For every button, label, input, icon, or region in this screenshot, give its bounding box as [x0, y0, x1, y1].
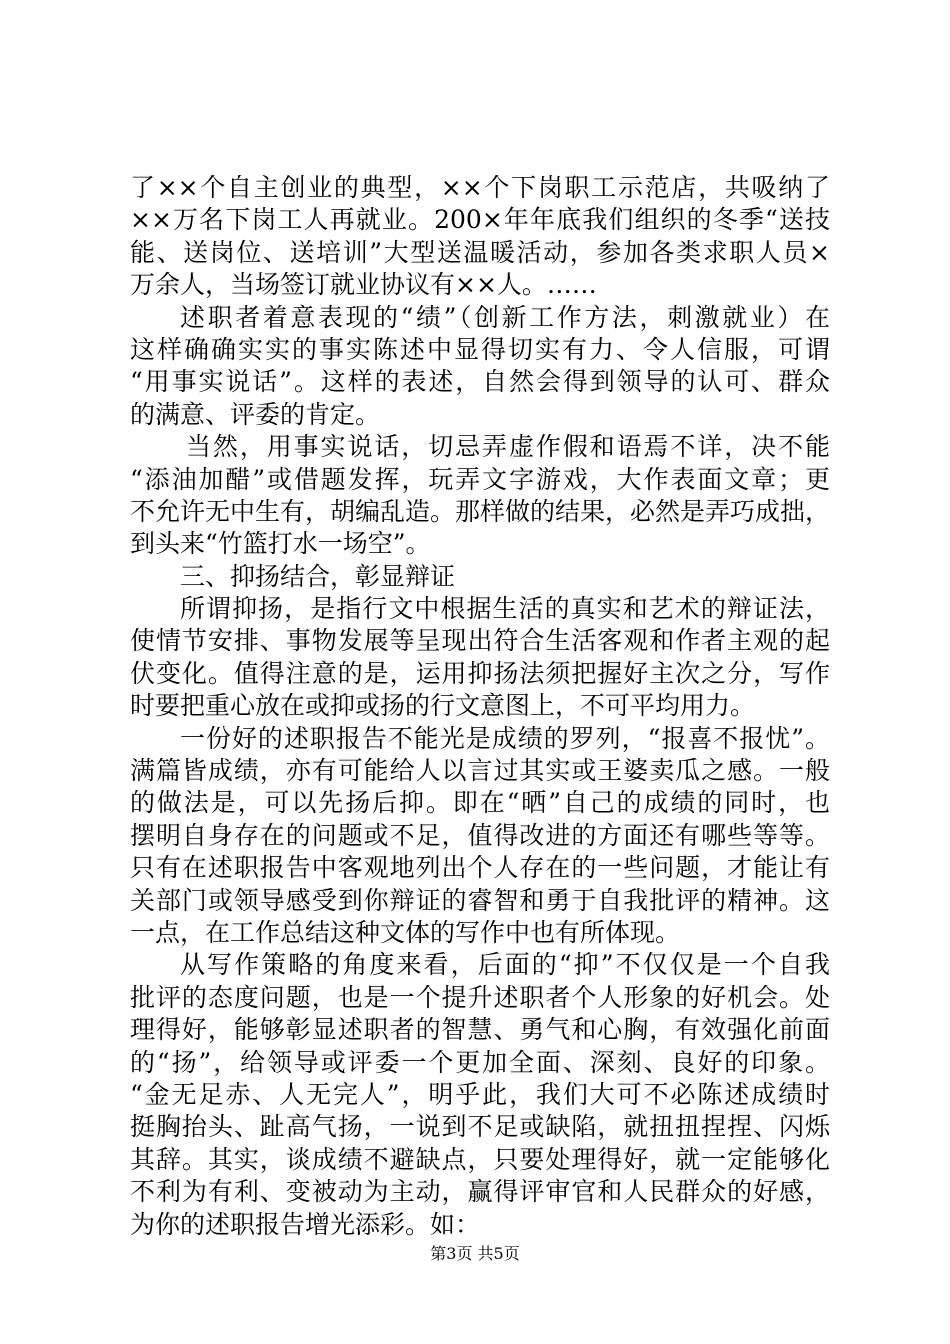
page-footer: 第3页 共5页	[430, 1244, 520, 1263]
text-line: 三、抑扬结合，彰显辩证	[180, 561, 456, 591]
text-line: 时要把重心放在或抑或扬的行文意图上，不可平均用力。	[130, 691, 756, 721]
text-line: 其辞。其实，谈成绩不避缺点，只要处理得好，就一定能够化	[130, 1144, 830, 1174]
text-line: 批评的态度问题，也是一个提升述职者个人形象的好机会。处	[130, 982, 830, 1012]
text-line: 不利为有利、变被动为主动，赢得评审官和人民群众的好感，	[130, 1177, 830, 1207]
text-line: 万余人，当场签订就业协议有××人。……	[130, 270, 597, 300]
text-line: “添油加醋”或借题发挥，玩弄文字游戏，大作表面文章；更	[130, 464, 830, 494]
text-line: 满篇皆成绩，亦有可能给人以言过其实或王婆卖瓜之感。一般	[130, 756, 830, 786]
text-line: “金无足赤、人无完人”，明乎此，我们大可不必陈述成绩时	[130, 1079, 830, 1109]
text-line: 一份好的述职报告不能光是成绩的罗列，“报喜不报忧”。	[180, 723, 830, 753]
text-line: 了××个自主创业的典型，××个下岗职工示范店，共吸纳了	[130, 173, 830, 202]
text-line: 伏变化。值得注意的是，运用抑扬法须把握好主次之分，写作	[130, 658, 830, 688]
text-line: 所谓抑扬，是指行文中根据生活的真实和艺术的辩证法，	[180, 594, 830, 624]
text-line: 理得好，能够彰显述职者的智慧、勇气和心胸，有效强化前面	[130, 1015, 830, 1045]
text-line: 关部门或领导感受到你辩证的睿智和勇于自我批评的精神。这	[130, 885, 830, 915]
body-text	[130, 172, 830, 1241]
text-line: 挺胸抬头、趾高气扬，一说到不足或缺陷，就扭扭捏捏、闪烁	[130, 1112, 830, 1142]
text-line: 的做法是，可以先扬后抑。即在“晒”自己的成绩的同时，也	[130, 788, 830, 818]
text-line: 述职者着意表现的“绩”（创新工作方法，刺激就业）在	[180, 302, 830, 332]
text-line: 的满意、评委的肯定。	[130, 399, 381, 429]
text-line: “用事实说话”。这样的表述，自然会得到领导的认可、群众	[130, 367, 830, 397]
text-line: 摆明自身存在的问题或不足，值得改进的方面还有哪些等等。	[130, 820, 830, 850]
text-line: 这样确确实实的事实陈述中显得切实有力、令人信服，可谓	[130, 334, 830, 364]
text-line: 的“扬”，给领导或评委一个更加全面、深刻、良好的印象。	[130, 1047, 830, 1077]
text-line: 当然，用事实说话，切忌弄虚作假和语焉不详，决不能	[186, 432, 830, 462]
text-line: 到头来“竹篮打水一场空”。	[130, 529, 431, 559]
text-line: 只有在述职报告中客观地列出个人存在的一些问题，才能让有	[130, 853, 830, 883]
text-line: 为你的述职报告增光添彩。如：	[130, 1209, 481, 1239]
text-line: ××万名下岗工人再就业。200×年年底我们组织的冬季“送技	[130, 205, 830, 235]
text-line: 不允许无中生有，胡编乱造。那样做的结果，必然是弄巧成拙，	[130, 496, 831, 526]
text-line: 从写作策略的角度来看，后面的“抑”不仅仅是一个自我	[180, 950, 830, 980]
text-line: 一点，在工作总结这种文体的写作中也有所体现。	[130, 917, 681, 947]
text-line: 能、送岗位、送培训”大型送温暖活动，参加各类求职人员×	[130, 237, 830, 267]
text-line: 使情节安排、事物发展等呈现出符合生活客观和作者主观的起	[130, 626, 830, 656]
